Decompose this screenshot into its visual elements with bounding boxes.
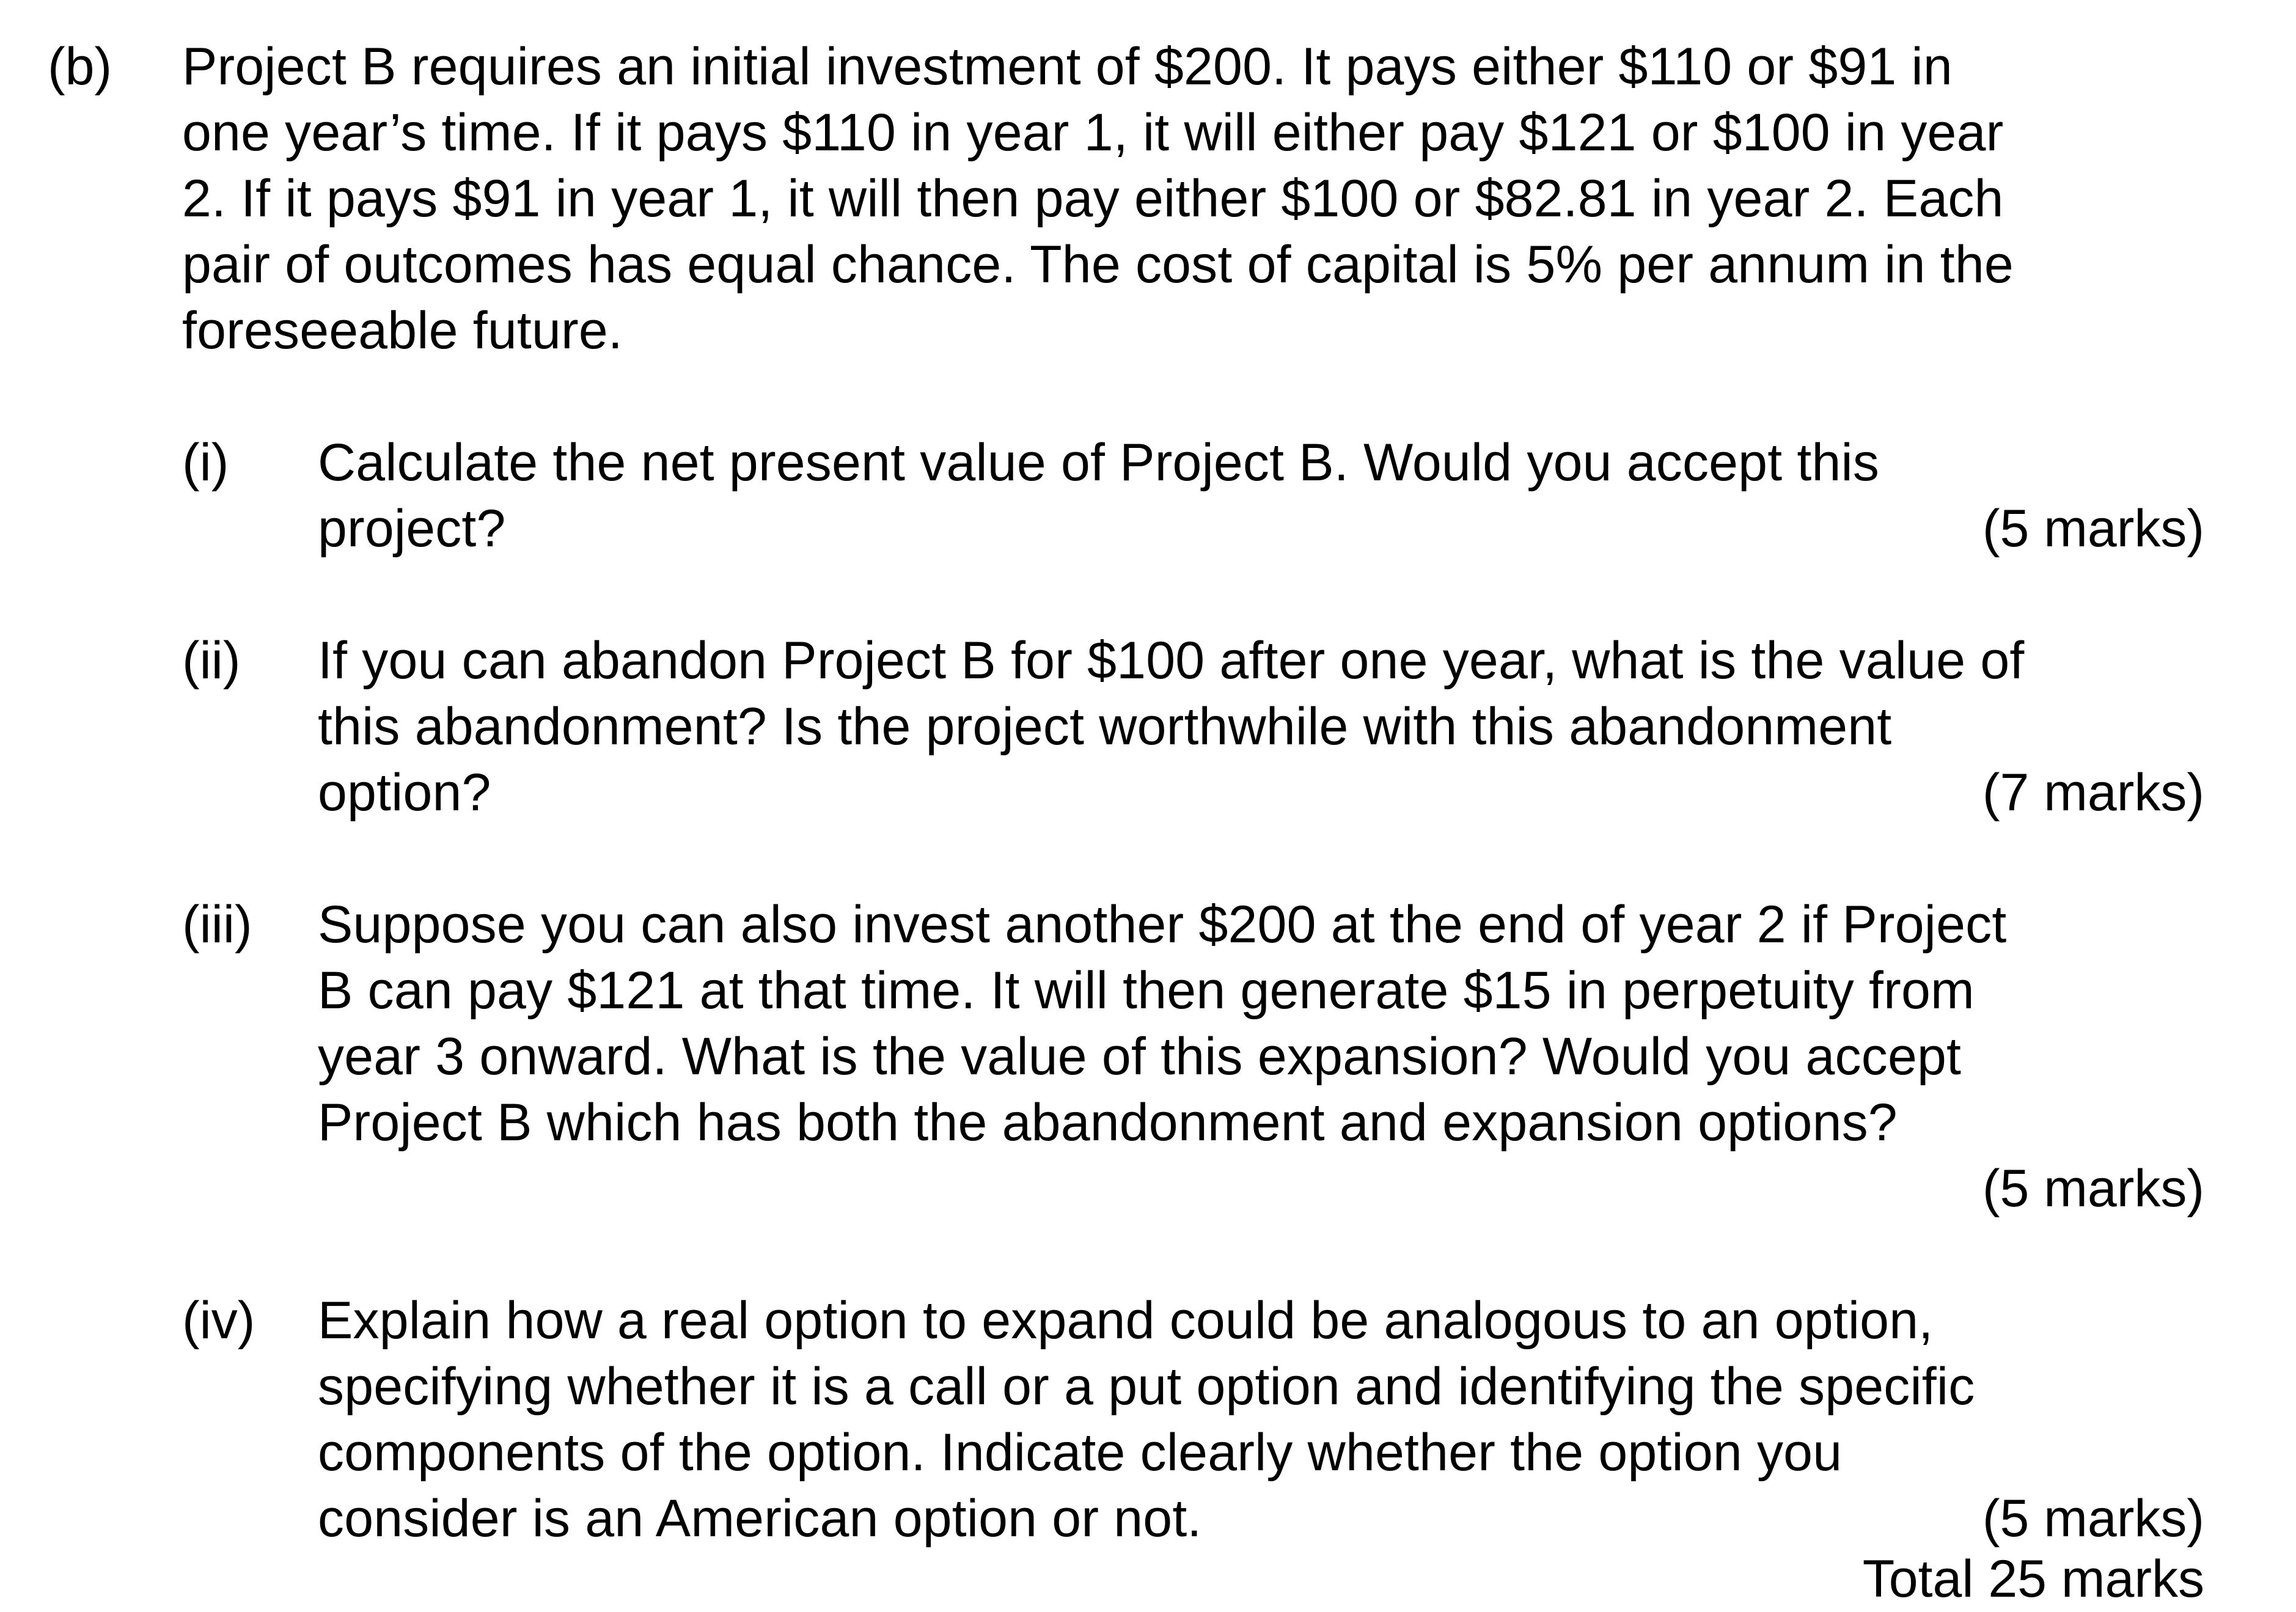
question-ii-marks: (7 marks)	[1982, 763, 2204, 822]
question-ii-line-1: If you can abandon Project B for $100 after one year, what is the value of	[318, 631, 2025, 690]
question-ii-label: (ii)	[182, 631, 241, 690]
question-iv-label: (iv)	[182, 1291, 255, 1350]
part-b-line-4: pair of outcomes has equal chance. The cost of capital is 5% per annum in the	[182, 235, 2014, 294]
question-i-marks: (5 marks)	[1982, 499, 2204, 558]
question-iv-line-4: consider is an American option or not.	[318, 1489, 1202, 1548]
question-i-line-2: project?	[318, 499, 506, 558]
question-ii-line-3: option?	[318, 763, 491, 822]
question-i-label: (i)	[182, 433, 229, 492]
question-iii-label: (iii)	[182, 895, 252, 954]
question-iii-line-3: year 3 onward. What is the value of this expansion? Would you accept	[318, 1027, 1962, 1086]
part-b-line-3: 2. If it pays $91 in year 1, it will then pay either $100 or $82.81 in year 2. Each	[182, 169, 2004, 228]
question-iii-line-2: B can pay $121 at that time. It will then generate $15 in perpetuity from	[318, 961, 1975, 1020]
question-iv-line-3: components of the option. Indicate clearly whether the option you	[318, 1423, 1843, 1482]
part-b-line-2: one year’s time. If it pays $110 in year 1, it will either pay $121 or $100 in year	[182, 103, 2004, 162]
question-iv-line-2: specifying whether it is a call or a put option and identifying the specific	[318, 1357, 1975, 1416]
question-iv-marks: (5 marks)	[1982, 1489, 2204, 1548]
question-iv-line-1: Explain how a real option to expand could be analogous to an option,	[318, 1291, 1934, 1350]
part-b-line-5: foreseeable future.	[182, 301, 623, 360]
part-b-label: (b)	[48, 37, 112, 96]
part-b-line-1: Project B requires an initial investment of $200. It pays either $110 or $91 in	[182, 37, 1953, 96]
question-iii-line-1: Suppose you can also invest another $200 at the end of year 2 if Project	[318, 895, 2007, 954]
question-iii-marks: (5 marks)	[1982, 1159, 2204, 1218]
total-marks-footer: Total 25 marks	[1862, 1550, 2204, 1608]
question-i-line-1: Calculate the net present value of Project B. Would you accept this	[318, 433, 1880, 492]
question-iii-line-4: Project B which has both the abandonment and expansion options?	[318, 1093, 1898, 1152]
question-ii-line-2: this abandonment? Is the project worthwhile with this abandonment	[318, 697, 1892, 756]
